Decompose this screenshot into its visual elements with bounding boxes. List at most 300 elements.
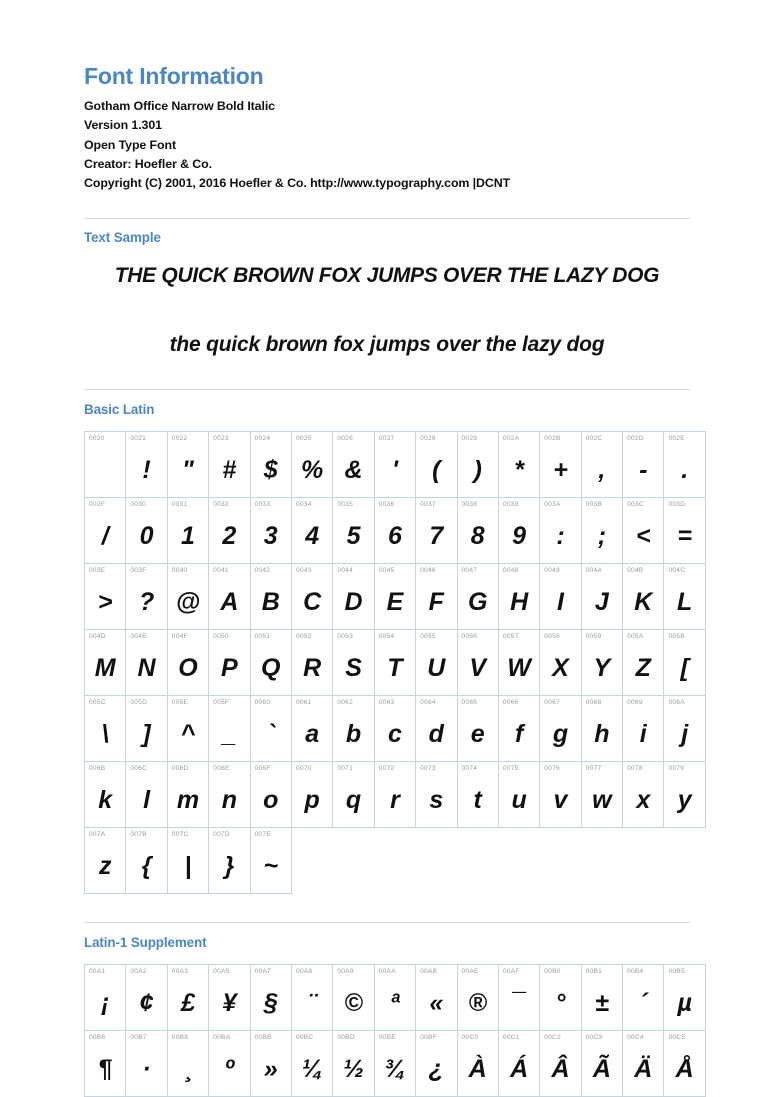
glyph-cell[interactable] (416, 431, 457, 497)
glyph-code-label: 0027 (378, 434, 395, 442)
glyph-character: ¢ (139, 989, 154, 1018)
glyph-cell[interactable] (209, 497, 250, 563)
glyph-cell[interactable] (540, 629, 581, 695)
glyph-cell[interactable] (540, 563, 581, 629)
section-heading-basic-latin: Basic Latin (84, 401, 155, 417)
glyph-cell[interactable] (457, 563, 498, 629)
glyph-character: \ (101, 720, 109, 749)
glyph-character: ¡ (101, 989, 110, 1018)
glyph-character: x (636, 786, 651, 815)
glyph-character: * (514, 456, 524, 485)
page-content (84, 0, 694, 1097)
glyph-cell[interactable] (581, 1030, 622, 1096)
section-basic-latin (84, 389, 693, 894)
glyph-cell[interactable] (498, 1030, 539, 1096)
glyph-cell-empty (416, 827, 457, 893)
page-title: Font Information (84, 63, 264, 89)
glyph-cell[interactable] (250, 964, 291, 1030)
glyph-character: & (344, 456, 363, 485)
glyph-cell[interactable] (209, 964, 250, 1030)
glyph-character: o (263, 786, 279, 815)
glyph-character: Y (593, 654, 611, 683)
glyph-code-label: 00A5 (213, 967, 230, 975)
glyph-table-row (85, 761, 706, 827)
glyph-code-label: 00C2 (544, 1033, 562, 1041)
glyph-code-label: 002E (668, 434, 685, 442)
section-divider (84, 389, 690, 390)
glyph-code-label: 0023 (213, 434, 229, 442)
glyph-cell[interactable] (498, 563, 539, 629)
glyph-cell-empty (333, 827, 374, 893)
glyph-code-label: 00B1 (585, 967, 603, 975)
glyph-code-label: 00A9 (337, 967, 354, 975)
glyph-cell[interactable] (85, 761, 126, 827)
section-heading-text-sample: Text Sample (84, 229, 161, 245)
glyph-code-label: 004B (627, 566, 644, 574)
glyph-code-label: 0072 (378, 764, 395, 772)
glyph-character: , (598, 456, 606, 485)
glyph-cell[interactable] (457, 695, 498, 761)
glyph-character: T (387, 654, 403, 683)
glyph-cell[interactable] (209, 761, 250, 827)
glyph-code-label: 0074 (461, 764, 478, 772)
glyph-table-row (85, 695, 706, 761)
glyph-code-label: 00BC (295, 1033, 314, 1041)
glyph-cell[interactable] (540, 964, 581, 1030)
glyph-character: Å (675, 1055, 694, 1084)
glyph-code-label: 0037 (420, 500, 436, 508)
glyph-cell[interactable] (167, 563, 208, 629)
glyph-character: ± (595, 989, 609, 1018)
glyph-cell[interactable] (416, 497, 457, 563)
glyph-cell[interactable] (250, 629, 291, 695)
glyph-character: z (98, 852, 112, 881)
glyph-table-body (85, 964, 706, 1096)
glyph-code-label: 0054 (378, 632, 395, 640)
glyph-code-label: 00B5 (668, 967, 685, 975)
glyph-cell[interactable] (623, 563, 664, 629)
glyph-cell[interactable] (457, 497, 498, 563)
metadata-version: Version 1.301 (84, 118, 162, 133)
glyph-code-label: 002B (544, 434, 561, 442)
glyph-code-label: 0052 (295, 632, 312, 640)
glyph-character: ! (142, 456, 151, 485)
glyph-cell[interactable] (250, 695, 291, 761)
glyph-cell[interactable] (167, 497, 208, 563)
glyph-character: w (592, 786, 612, 815)
glyph-character: @ (175, 588, 201, 617)
glyph-cell[interactable] (498, 695, 539, 761)
glyph-cell[interactable] (664, 629, 705, 695)
glyph-cell-empty (457, 827, 498, 893)
glyph-code-label: 00B0 (544, 967, 561, 975)
glyph-code-label: 0069 (627, 698, 643, 706)
glyph-cell[interactable] (457, 1030, 498, 1096)
glyph-cell[interactable] (374, 695, 415, 761)
glyph-code-label: 0033 (254, 500, 271, 508)
glyph-character: º (224, 1055, 234, 1084)
glyph-table-row (85, 563, 706, 629)
glyph-cell[interactable] (540, 695, 581, 761)
glyph-code-label: 004F (171, 632, 188, 640)
glyph-cell[interactable] (85, 497, 126, 563)
glyph-character: « (429, 989, 444, 1018)
glyph-cell[interactable] (291, 1030, 332, 1096)
glyph-code-label: 00BD (337, 1033, 355, 1041)
glyph-cell[interactable] (333, 497, 374, 563)
glyph-cell[interactable] (250, 761, 291, 827)
glyph-code-label: 005E (171, 698, 189, 706)
glyph-code-label: 00A2 (130, 967, 147, 975)
glyph-cell[interactable] (623, 695, 664, 761)
glyph-character: 8 (470, 522, 485, 551)
glyph-cell[interactable] (374, 1030, 415, 1096)
glyph-character: : (556, 522, 565, 551)
glyph-cell[interactable] (333, 629, 374, 695)
glyph-cell[interactable] (167, 1030, 208, 1096)
glyph-character: j (681, 720, 689, 749)
glyph-cell[interactable] (291, 629, 332, 695)
glyph-character: r (390, 786, 400, 815)
glyph-code-label: 0061 (295, 698, 312, 706)
glyph-cell[interactable] (250, 563, 291, 629)
glyph-code-label: 003E (89, 566, 106, 574)
glyph-character: { (141, 852, 152, 881)
glyph-character: L (677, 588, 693, 617)
glyph-cell[interactable] (664, 431, 705, 497)
glyph-character: ° (555, 989, 566, 1018)
glyph-code-label: 0055 (420, 632, 436, 640)
glyph-code-label: 004E (130, 632, 147, 640)
glyph-cell[interactable] (623, 761, 664, 827)
glyph-code-label: 006E (213, 764, 230, 772)
glyph-character: Á (510, 1055, 529, 1084)
glyph-character: s (429, 786, 444, 815)
metadata-creator: Creator: Hoefler & Co. (84, 156, 212, 171)
glyph-character: # (222, 456, 237, 485)
glyph-character: b (345, 720, 362, 749)
glyph-code-label: 006F (254, 764, 271, 772)
glyph-character: C (303, 588, 322, 617)
glyph-cell-empty (291, 827, 332, 893)
glyph-cell[interactable] (664, 761, 705, 827)
glyph-table-row (85, 629, 706, 695)
glyph-code-label: 00B7 (130, 1033, 147, 1041)
glyph-cell[interactable] (333, 431, 374, 497)
glyph-character: ¶ (98, 1055, 113, 1084)
glyph-cell[interactable] (85, 695, 126, 761)
glyph-cell[interactable] (457, 964, 498, 1030)
glyph-cell[interactable] (85, 1030, 126, 1096)
glyph-cell[interactable] (85, 431, 126, 497)
glyph-character: J (594, 588, 609, 617)
glyph-character: ^ (180, 720, 196, 749)
glyph-table-row (85, 431, 706, 497)
glyph-cell[interactable] (664, 695, 705, 761)
glyph-code-label: 0078 (627, 764, 643, 772)
glyph-cell[interactable] (291, 695, 332, 761)
glyph-character: h (594, 720, 610, 749)
glyph-character: ? (138, 588, 155, 617)
glyph-code-label: 0043 (295, 566, 312, 574)
glyph-cell[interactable] (374, 431, 415, 497)
glyph-cell[interactable] (209, 827, 250, 893)
glyph-character: 5 (346, 522, 361, 551)
glyph-cell[interactable] (457, 431, 498, 497)
glyph-character: V (469, 654, 487, 683)
glyph-code-label: 003D (668, 500, 686, 508)
glyph-code-label: 0024 (254, 434, 271, 442)
glyph-cell[interactable] (416, 1030, 457, 1096)
glyph-cell[interactable] (457, 629, 498, 695)
glyph-character: ¨ (307, 989, 317, 1018)
glyph-code-label: 006A (668, 698, 685, 706)
glyph-cell[interactable] (333, 1030, 374, 1096)
glyph-code-label: 003C (627, 500, 644, 508)
glyph-cell[interactable] (250, 431, 291, 497)
glyph-cell-empty (623, 827, 664, 893)
glyph-cell[interactable] (209, 563, 250, 629)
glyph-code-label: 0029 (461, 434, 478, 442)
glyph-character: k (98, 786, 113, 815)
glyph-cell[interactable] (209, 695, 250, 761)
glyph-cell[interactable] (498, 964, 539, 1030)
glyph-character: " (182, 456, 194, 485)
glyph-cell[interactable] (209, 629, 250, 695)
glyph-cell[interactable] (85, 563, 126, 629)
glyph-cell[interactable] (291, 431, 332, 497)
glyph-cell[interactable] (664, 497, 705, 563)
glyph-character: Ã (592, 1055, 611, 1084)
glyph-code-label: 00A8 (295, 967, 313, 975)
glyph-cell[interactable] (85, 629, 126, 695)
glyph-cell[interactable] (85, 827, 126, 893)
glyph-cell[interactable] (167, 629, 208, 695)
glyph-code-label: 00BF (420, 1033, 437, 1041)
glyph-cell-empty (498, 827, 539, 893)
glyph-code-label: 00B6 (89, 1033, 106, 1041)
glyph-cell[interactable] (540, 1030, 581, 1096)
glyph-cell[interactable] (291, 497, 332, 563)
glyph-cell[interactable] (581, 629, 622, 695)
glyph-cell[interactable] (333, 563, 374, 629)
glyph-character: 0 (139, 522, 154, 551)
glyph-cell[interactable] (126, 431, 167, 497)
glyph-character: 9 (512, 522, 527, 551)
glyph-cell[interactable] (664, 563, 705, 629)
glyph-cell[interactable] (623, 497, 664, 563)
glyph-code-label: 004C (668, 566, 686, 574)
glyph-character: ~ (263, 852, 279, 881)
glyph-cell[interactable] (581, 695, 622, 761)
glyph-character: ¼ (301, 1055, 323, 1084)
glyph-code-label: 0075 (502, 764, 519, 772)
glyph-code-label: 007E (254, 830, 271, 838)
glyph-code-label: 00C0 (461, 1033, 479, 1041)
glyph-character: [ (680, 654, 689, 683)
glyph-cell[interactable] (498, 629, 539, 695)
glyph-cell[interactable] (581, 761, 622, 827)
glyph-cell[interactable] (126, 1030, 167, 1096)
glyph-cell[interactable] (581, 563, 622, 629)
glyph-code-label: 0050 (213, 632, 229, 640)
glyph-cell[interactable] (126, 629, 167, 695)
glyph-code-label: 004D (89, 632, 106, 640)
glyph-cell[interactable] (623, 629, 664, 695)
glyph-cell[interactable] (664, 1030, 705, 1096)
glyph-character: ` (266, 720, 275, 749)
glyph-code-label: 0063 (378, 698, 395, 706)
glyph-character: A (220, 588, 239, 617)
glyph-table-row (85, 827, 706, 893)
glyph-cell[interactable] (498, 431, 539, 497)
glyph-character: O (178, 654, 198, 683)
glyph-character: · (142, 1055, 151, 1084)
glyph-code-label: 0065 (461, 698, 478, 706)
glyph-code-label: 0079 (668, 764, 685, 772)
glyph-character: U (427, 654, 446, 683)
glyph-cell[interactable] (250, 497, 291, 563)
glyph-code-label: 00AE (461, 967, 479, 975)
glyph-cell-empty (540, 827, 581, 893)
glyph-cell[interactable] (581, 497, 622, 563)
glyph-cell[interactable] (85, 964, 126, 1030)
glyph-character: } (224, 852, 235, 881)
glyph-cell[interactable] (416, 563, 457, 629)
metadata-copyright: Copyright (C) 2001, 2016 Hoefler & Co. http://www.typography.com |DCNT (84, 176, 511, 191)
glyph-character: D (344, 588, 363, 617)
glyph-character: g (552, 720, 569, 749)
glyph-code-label: 003F (130, 566, 147, 574)
glyph-code-label: 00AB (420, 967, 438, 975)
glyph-cell[interactable] (167, 761, 208, 827)
glyph-character: v (553, 786, 568, 815)
glyph-code-label: 0038 (461, 500, 478, 508)
glyph-cell[interactable] (623, 964, 664, 1030)
glyph-code-label: 0070 (295, 764, 312, 772)
glyph-character: § (263, 989, 278, 1018)
glyph-cell[interactable] (126, 761, 167, 827)
glyph-cell[interactable] (498, 761, 539, 827)
glyph-cell[interactable] (126, 563, 167, 629)
glyph-character: 3 (263, 522, 278, 551)
glyph-cell[interactable] (664, 964, 705, 1030)
glyph-code-label: 00B4 (627, 967, 644, 975)
glyph-character: S (345, 654, 362, 683)
glyph-cell[interactable] (540, 497, 581, 563)
glyph-character: Z (635, 654, 651, 683)
glyph-code-label: 0056 (461, 632, 478, 640)
glyph-character: 4 (305, 522, 320, 551)
glyph-cell[interactable] (416, 695, 457, 761)
glyph-cell[interactable] (374, 563, 415, 629)
glyph-cell[interactable] (623, 1030, 664, 1096)
glyph-code-label: 0067 (544, 698, 560, 706)
glyph-character: q (345, 786, 362, 815)
glyph-cell[interactable] (333, 695, 374, 761)
glyph-cell[interactable] (581, 431, 622, 497)
glyph-cell[interactable] (126, 695, 167, 761)
glyph-cell[interactable] (333, 761, 374, 827)
glyph-character: 7 (429, 522, 444, 551)
glyph-cell[interactable] (250, 827, 291, 893)
glyph-character: 6 (387, 522, 402, 551)
glyph-table-basic-latin (84, 431, 706, 894)
glyph-cell[interactable] (374, 497, 415, 563)
glyph-character: © (344, 989, 363, 1018)
glyph-character: e (470, 720, 485, 749)
glyph-character: < (635, 522, 651, 551)
glyph-cell[interactable] (291, 761, 332, 827)
glyph-character: _ (222, 720, 237, 749)
glyph-code-label: 0042 (254, 566, 271, 574)
glyph-cell[interactable] (457, 761, 498, 827)
glyph-cell[interactable] (291, 964, 332, 1030)
glyph-cell[interactable] (333, 964, 374, 1030)
glyph-cell[interactable] (623, 431, 664, 497)
glyph-code-label: 0073 (420, 764, 436, 772)
glyph-cell[interactable] (374, 964, 415, 1030)
glyph-cell[interactable] (126, 827, 167, 893)
glyph-cell[interactable] (540, 761, 581, 827)
glyph-character: ) (473, 456, 482, 485)
glyph-cell[interactable] (374, 629, 415, 695)
glyph-character: ¯ (512, 989, 526, 1018)
glyph-cell[interactable] (209, 431, 250, 497)
glyph-cell[interactable] (250, 1030, 291, 1096)
glyph-character: f (514, 720, 524, 749)
glyph-character: p (304, 786, 320, 815)
glyph-cell[interactable] (498, 497, 539, 563)
glyph-cell[interactable] (291, 563, 332, 629)
glyph-cell[interactable] (416, 964, 457, 1030)
glyph-cell[interactable] (416, 761, 457, 827)
glyph-code-label: 0022 (171, 434, 188, 442)
glyph-character: ¥ (222, 989, 237, 1018)
glyph-code-label: 00C5 (668, 1033, 686, 1041)
section-text-sample (84, 218, 690, 357)
glyph-character: ® (468, 989, 487, 1018)
glyph-character: t (473, 786, 482, 815)
glyph-code-label: 0057 (502, 632, 519, 640)
glyph-cell[interactable] (167, 827, 208, 893)
glyph-character: n (221, 786, 237, 815)
glyph-cell[interactable] (581, 964, 622, 1030)
text-sample-block (84, 264, 690, 357)
section-latin1-supplement (84, 922, 694, 1097)
glyph-code-label: 00AF (502, 967, 520, 975)
glyph-code-label: 00A1 (89, 967, 106, 975)
glyph-code-label: 007C (171, 830, 189, 838)
glyph-character: ; (597, 522, 607, 551)
glyph-cell[interactable] (416, 629, 457, 695)
glyph-cell[interactable] (540, 431, 581, 497)
font-metadata-list (84, 97, 690, 194)
glyph-cell[interactable] (209, 1030, 250, 1096)
glyph-code-label: 002A (502, 434, 520, 442)
glyph-cell[interactable] (167, 431, 208, 497)
glyph-table-row (85, 1030, 706, 1096)
glyph-character: G (467, 588, 488, 617)
glyph-character: - (639, 456, 648, 485)
glyph-cell[interactable] (126, 964, 167, 1030)
glyph-code-label: 00C3 (585, 1033, 603, 1041)
glyph-cell[interactable] (167, 695, 208, 761)
section-divider (84, 218, 690, 219)
glyph-cell[interactable] (374, 761, 415, 827)
glyph-cell[interactable] (126, 497, 167, 563)
glyph-cell[interactable] (167, 964, 208, 1030)
